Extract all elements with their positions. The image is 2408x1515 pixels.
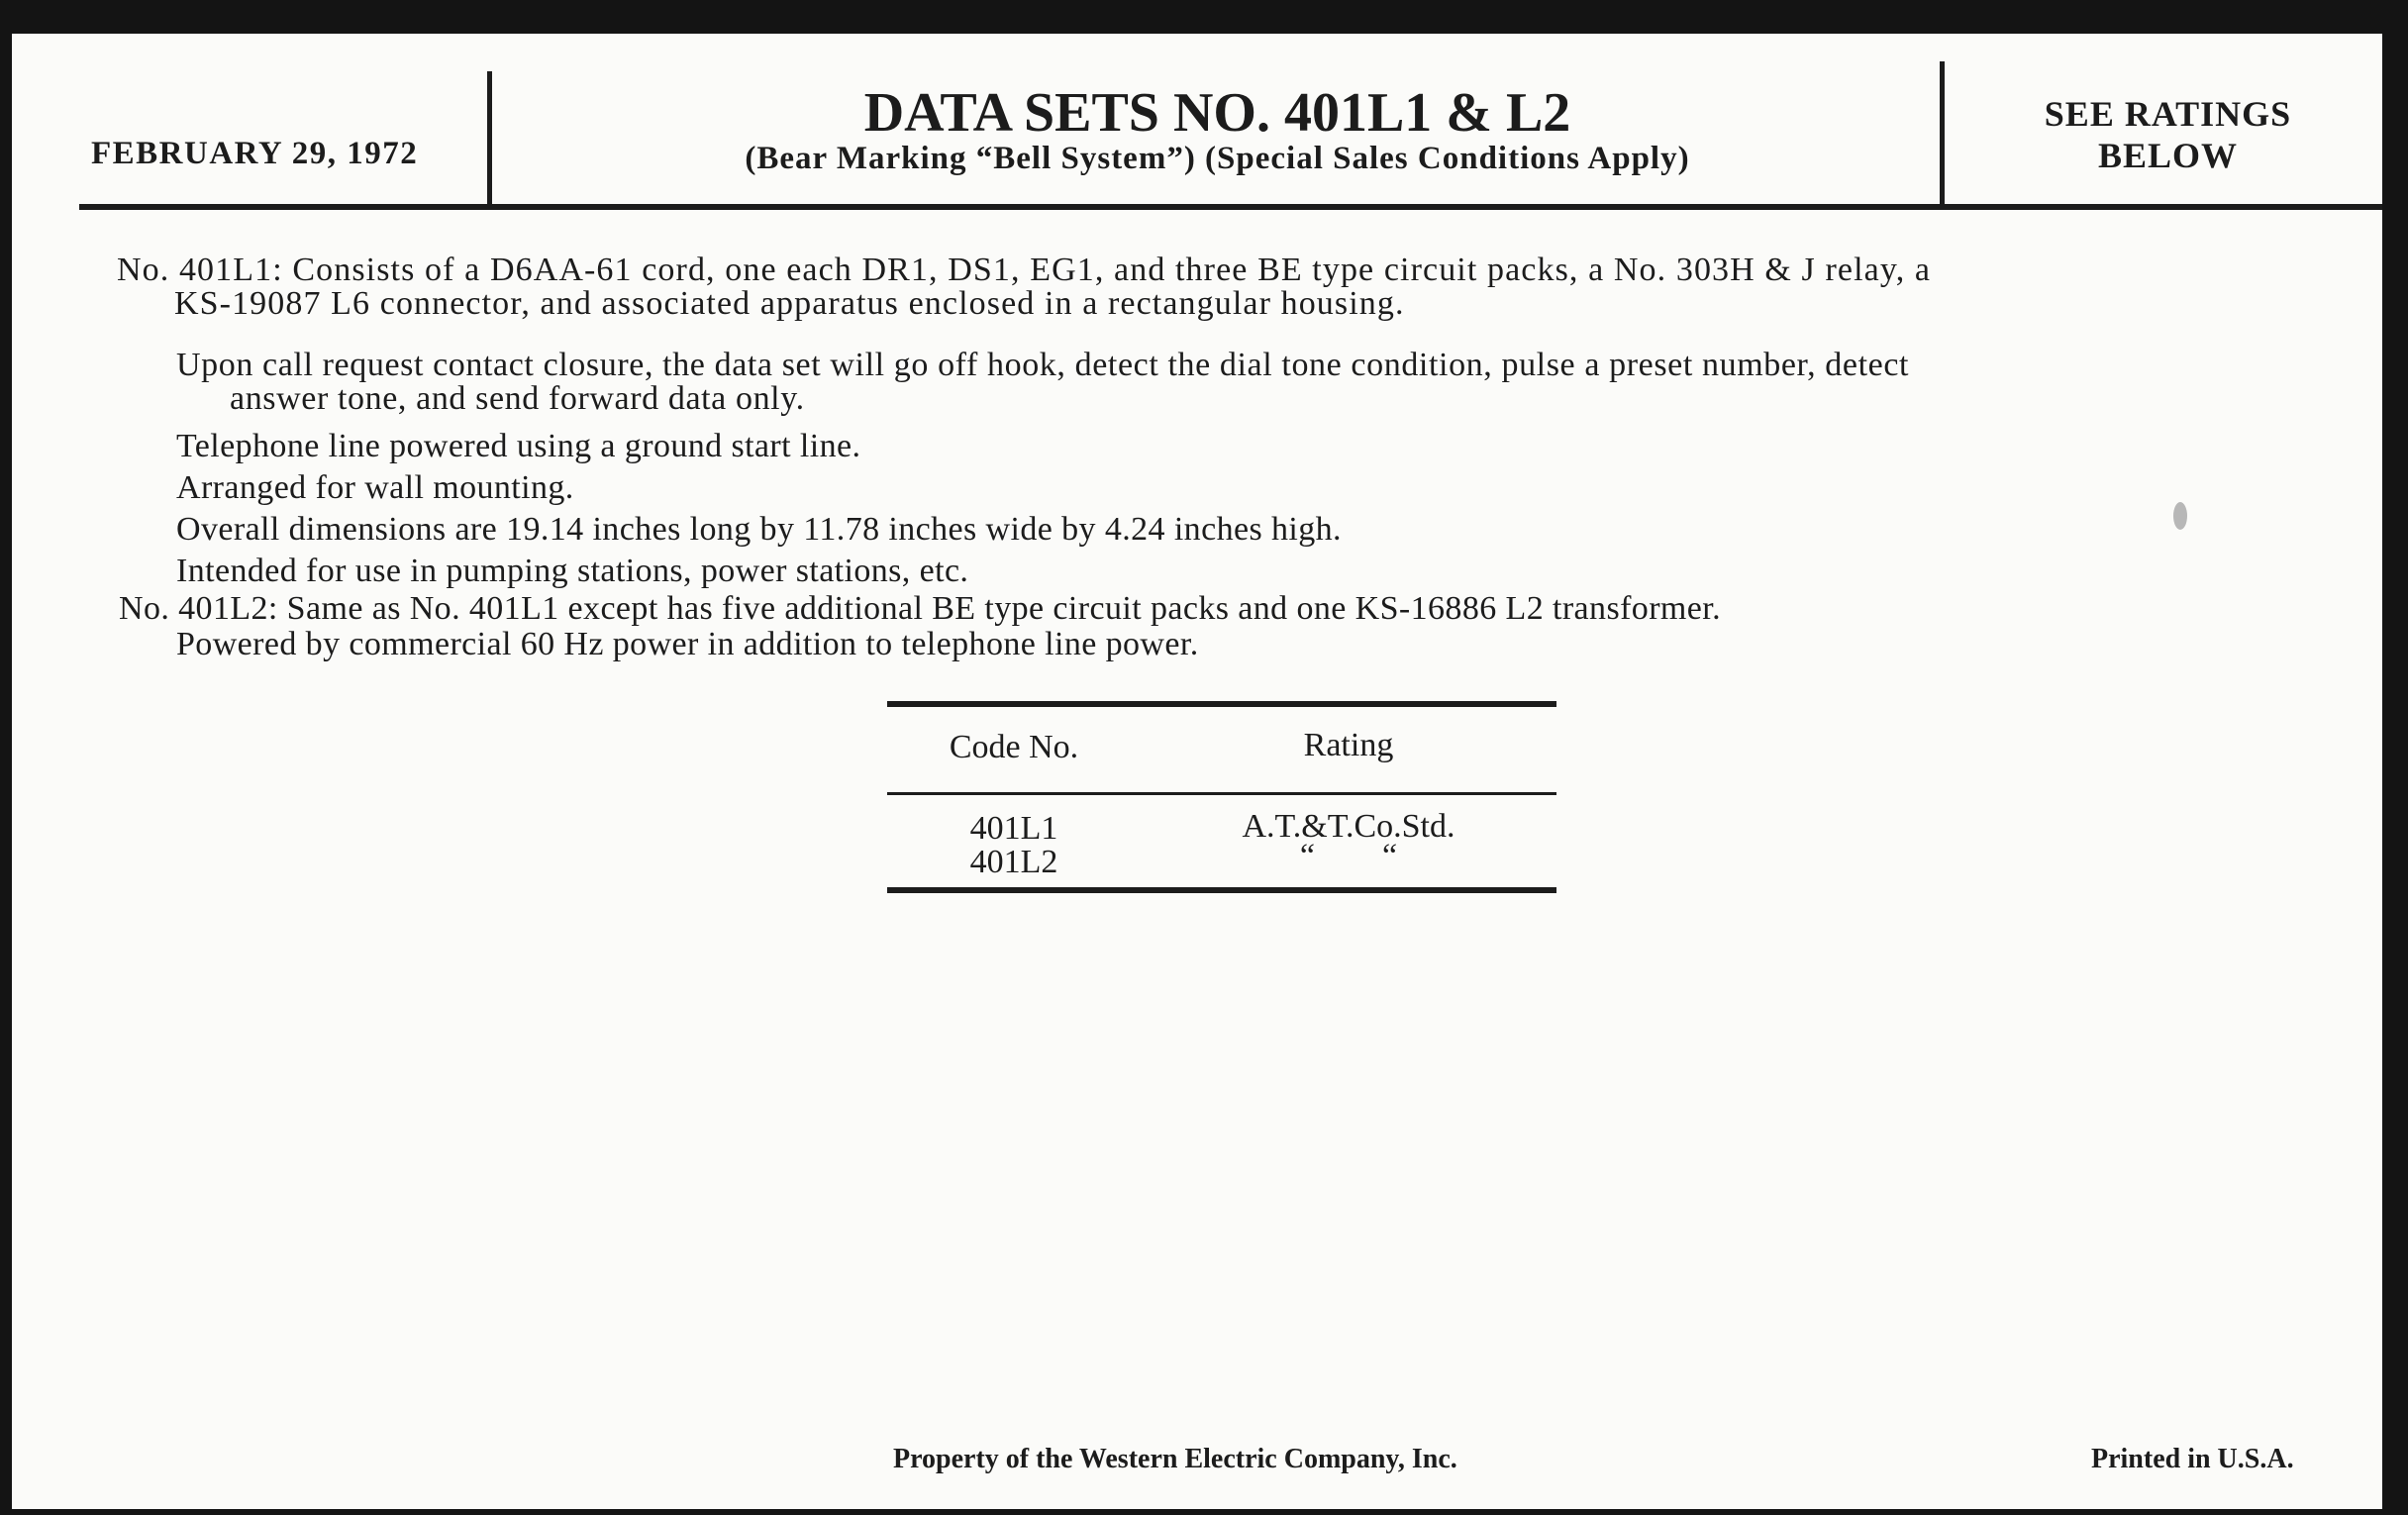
- smudge-mark: [2173, 502, 2187, 530]
- paragraph-commercial-power: Powered by commercial 60 Hz power in addition to telephone line power.: [176, 626, 1199, 662]
- header-rule: [79, 204, 2382, 210]
- table-header-rating: Rating: [1303, 727, 1394, 763]
- document-subtitle: (Bear Marking “Bell System”) (Special Sales Conditions Apply): [745, 141, 1690, 176]
- header-divider-right: [1940, 61, 1945, 208]
- table-cell-rating: “ “: [1299, 838, 1398, 874]
- paragraph-401l1-line2: KS-19087 L6 connector, and associated apparatus enclosed in a rectangular housing.: [174, 285, 1405, 322]
- ratings-note-line2: BELOW: [2097, 136, 2239, 175]
- document-title: DATA SETS NO. 401L1 & L2: [863, 82, 1571, 144]
- table-cell-rating: A.T.&T.Co.Std.: [1242, 808, 1455, 845]
- ratings-note-line1: SEE RATINGS: [2044, 94, 2292, 134]
- paragraph-call-request-line2: answer tone, and send forward data only.: [230, 380, 805, 417]
- table-cell-code: 401L2: [969, 844, 1058, 880]
- header-divider-left: [487, 71, 492, 208]
- paragraph-dimensions: Overall dimensions are 19.14 inches long by 11.78 inches wide by 4.24 inches high.: [176, 511, 1342, 548]
- footer-property: Property of the Western Electric Company, Inc.: [893, 1444, 1457, 1474]
- ratings-note: [1948, 93, 2388, 176]
- paragraph-intended-use: Intended for use in pumping stations, power stations, etc.: [176, 553, 969, 589]
- paragraph-line-powered: Telephone line powered using a ground start line.: [176, 428, 861, 464]
- paragraph-call-request: [176, 349, 1909, 416]
- table-header-code: Code No.: [949, 729, 1079, 765]
- table-bottom-rule: [887, 887, 1556, 893]
- footer-printed: Printed in U.S.A.: [2091, 1444, 2294, 1474]
- table-header-rule: [887, 792, 1556, 795]
- paragraph-401l1-line1: No. 401L1: Consists of a D6AA-61 cord, one each DR1, DS1, EG1, and three BE type circuit packs, a No. 303H & J relay, a: [117, 252, 1932, 288]
- table-top-rule: [887, 701, 1556, 707]
- table-cell-code: 401L1: [969, 810, 1058, 847]
- document-card: [12, 34, 2382, 1509]
- paragraph-call-request-line1: Upon call request contact closure, the data set will go off hook, detect the dial tone condition, pulse a preset number, detect: [176, 347, 1910, 383]
- ratings-table: [887, 701, 1556, 895]
- paragraph-401l1: [117, 253, 1931, 321]
- paragraph-wall-mounting: Arranged for wall mounting.: [176, 469, 574, 506]
- document-date: FEBRUARY 29, 1972: [91, 136, 419, 171]
- paragraph-401l2: No. 401L2: Same as No. 401L1 except has five additional BE type circuit packs and one KS-16886 L2 transformer.: [119, 590, 1722, 627]
